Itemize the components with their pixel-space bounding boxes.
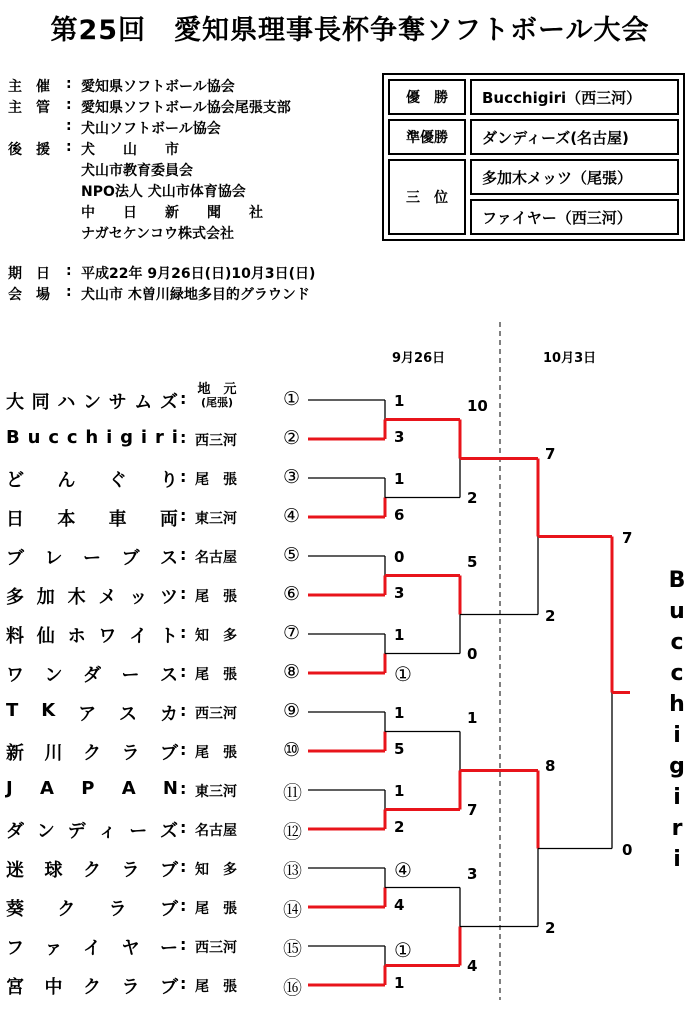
team-name-char: N: [162, 778, 178, 799]
support-value-5: ナガセケンコウ株式会社: [81, 226, 235, 242]
team-name: [6, 505, 178, 531]
team-colon: :: [180, 857, 187, 876]
team-colon: :: [180, 662, 187, 681]
team-region: 東三河: [195, 511, 237, 527]
match-score: 1: [394, 704, 405, 722]
manager-label: 主 管: [8, 100, 50, 116]
colon: :: [66, 118, 72, 134]
team-seed: ②: [283, 427, 301, 449]
team-name-char: ワ: [6, 665, 24, 686]
team-region: 尾 張: [195, 979, 237, 995]
champion-char: h: [669, 692, 685, 717]
team-name-char: A: [121, 778, 136, 799]
team-name-char: A: [39, 778, 54, 799]
match-score: 3: [467, 864, 478, 883]
team-seed: ⑫: [283, 821, 303, 843]
team-name-char: ム: [134, 392, 153, 413]
support-value-2: 犬山市教育委員会: [81, 163, 193, 179]
match-score: 1: [394, 974, 405, 992]
team-name-char: ズ: [159, 392, 178, 413]
team-name-char: 本: [57, 509, 76, 530]
match-score: 10: [467, 396, 488, 415]
team-region: 尾 張: [195, 472, 237, 488]
team-name-char: ン: [36, 821, 55, 842]
team-name-char: 新: [6, 743, 24, 764]
team-name-char: ブ: [160, 743, 178, 764]
team-name-char: ホ: [67, 626, 86, 647]
team-name-char: サ: [108, 392, 127, 413]
team-seed: ⑪: [283, 782, 303, 804]
team-colon: :: [180, 935, 187, 954]
team-name-char: ブ: [160, 860, 178, 881]
team-name-char: メ: [98, 587, 117, 608]
team-name-char: 宮: [6, 977, 24, 998]
team-region: 尾 張: [195, 901, 237, 917]
match-score: 3: [394, 428, 405, 446]
team-name-char: i: [140, 427, 148, 448]
champion-char: i: [673, 847, 681, 872]
team-name-char: ぐ: [108, 470, 127, 491]
match-score: 0: [622, 840, 633, 859]
team-name-char: u: [27, 427, 41, 448]
team-name-char: 迷: [6, 860, 24, 881]
team-name-char: ブ: [159, 899, 178, 920]
champion-name-vertical: [662, 565, 692, 875]
match-score: ①: [394, 938, 412, 962]
team-name-char: J: [6, 778, 13, 799]
team-name-char: ク: [83, 860, 101, 881]
team-name-char: 川: [44, 743, 63, 764]
match-score: ④: [394, 858, 412, 882]
team-region: 知 多: [195, 628, 237, 644]
organizer-value: 愛知県ソフトボール協会: [81, 79, 235, 95]
team-name-char: ラ: [121, 860, 140, 881]
team-name: [6, 544, 178, 570]
team-name-char: ス: [160, 548, 178, 569]
team-seed: ③: [283, 466, 301, 488]
match-score: 5: [467, 552, 478, 571]
team-name-char: i: [171, 427, 178, 448]
team-name-char: ヤ: [121, 938, 140, 959]
team-colon: :: [180, 428, 187, 447]
match-score: 0: [394, 548, 405, 566]
team-seed: ⑥: [283, 583, 301, 605]
team-region: 西三河: [195, 433, 237, 449]
team-name-char: 日: [6, 509, 24, 530]
team-name-char: c: [66, 427, 78, 448]
team-colon: :: [180, 779, 187, 798]
team-name-char: イ: [83, 938, 101, 959]
team-name-char: ス: [119, 704, 138, 725]
team-name: [6, 661, 178, 687]
team-name-char: c: [48, 427, 59, 448]
team-region-line: 地 元: [197, 382, 237, 397]
team-name-char: ズ: [159, 821, 178, 842]
date-value: 平成22年 9月26日(日)10月3日(日): [81, 266, 316, 282]
team-colon: :: [180, 584, 187, 603]
colon: :: [66, 284, 72, 300]
manager-value-2: 犬山ソフトボール協会: [81, 121, 221, 137]
match-score: 1: [467, 708, 478, 727]
team-name-char: ァ: [44, 938, 63, 959]
runner-up-label: 準優勝: [388, 119, 466, 155]
team-name: [6, 934, 178, 960]
team-name-char: 仙: [36, 626, 55, 647]
organizer-label: 主 催: [8, 79, 50, 95]
team-colon: :: [180, 623, 187, 642]
team-name-char: デ: [67, 821, 86, 842]
team-name-char: i: [106, 427, 113, 448]
page-title: 第25回 愛知県理事長杯争奪ソフトボール大会: [50, 15, 650, 46]
team-name-char: ン: [44, 665, 63, 686]
team-name-char: レ: [44, 548, 63, 569]
team-name-char: ブ: [6, 548, 24, 569]
team-seed: ④: [283, 505, 301, 527]
team-colon: :: [180, 740, 187, 759]
team-name-char: ブ: [121, 548, 140, 569]
team-name-char: ー: [160, 938, 178, 959]
team-name-char: ん: [57, 470, 76, 491]
team-name-char: 木: [67, 587, 86, 608]
champion-char: r: [671, 816, 683, 841]
match-score: 4: [467, 956, 478, 975]
team-name: [6, 583, 178, 609]
team-colon: :: [180, 701, 187, 720]
team-name: [6, 466, 178, 492]
team-name: [6, 778, 178, 799]
runner-up-value: ダンディーズ(名古屋): [470, 119, 679, 155]
team-region: 西三河: [195, 940, 237, 956]
team-seed: ⑯: [283, 977, 303, 999]
team-name-char: K: [41, 700, 56, 721]
team-name-char: 車: [108, 509, 127, 530]
team-name-char: 大: [6, 392, 24, 413]
team-region: 名古屋: [195, 550, 237, 566]
team-name-char: 加: [36, 587, 55, 608]
team-name-char: フ: [6, 938, 24, 959]
team-name-char: ダ: [6, 821, 24, 842]
team-name-char: ラ: [108, 899, 127, 920]
team-name-char: ど: [6, 470, 24, 491]
team-seed: ⑨: [283, 700, 301, 722]
team-name-char: 多: [6, 587, 24, 608]
team-region: 尾 張: [195, 667, 237, 683]
match-score: 2: [467, 488, 478, 507]
team-name-char: ッ: [129, 587, 148, 608]
champion-char: c: [670, 661, 684, 686]
team-name-char: イ: [129, 626, 148, 647]
match-score: 2: [394, 818, 405, 836]
team-region: 尾 張: [195, 589, 237, 605]
team-name-char: 葵: [6, 899, 24, 920]
team-colon: :: [180, 506, 187, 525]
team-colon: :: [180, 818, 187, 837]
team-name-char: ー: [121, 665, 140, 686]
team-seed: ⑭: [283, 899, 303, 921]
team-name-char: ワ: [98, 626, 117, 647]
team-colon: :: [180, 389, 187, 408]
champion-char: c: [670, 630, 684, 655]
team-region-line: (尾張): [200, 396, 234, 409]
team-name-char: ト: [159, 626, 178, 647]
team-seed: ⑤: [283, 544, 301, 566]
team-name-char: ブ: [160, 977, 178, 998]
support-value-4: 中 日 新 聞 社: [81, 205, 263, 221]
team-name-char: ツ: [159, 587, 178, 608]
team-name-char: ク: [83, 977, 101, 998]
team-region: [195, 383, 239, 409]
team-name-char: 料: [6, 626, 24, 647]
champion-char: i: [673, 785, 681, 810]
champion-char: u: [669, 599, 685, 624]
champion-char: B: [668, 568, 686, 593]
third-label: 三 位: [388, 159, 466, 235]
team-region: 西三河: [195, 706, 237, 722]
venue-label: 会 場: [8, 287, 50, 303]
team-name-char: r: [154, 427, 164, 448]
colon: :: [66, 139, 72, 155]
team-seed: ①: [283, 388, 301, 410]
team-name-char: 球: [44, 860, 63, 881]
third-value-1: 多加木メッツ（尾張）: [470, 159, 679, 195]
colon: :: [66, 97, 72, 113]
match-score: 5: [394, 740, 405, 758]
team-name: [6, 388, 178, 414]
match-score: 7: [545, 444, 556, 463]
team-name-char: T: [6, 700, 19, 721]
match-score: ①: [394, 662, 412, 686]
team-name-char: ィ: [98, 821, 117, 842]
team-name-char: g: [120, 427, 134, 448]
team-name-char: ラ: [121, 977, 140, 998]
team-name: [6, 895, 178, 921]
champion-label: 優 勝: [388, 79, 466, 115]
team-colon: :: [180, 545, 187, 564]
match-score: 3: [394, 584, 405, 602]
team-name-char: 両: [159, 509, 178, 530]
team-name-char: ー: [83, 548, 101, 569]
team-name-char: P: [81, 778, 95, 799]
champion-char: g: [669, 754, 685, 779]
team-name-char: B: [6, 427, 20, 448]
team-name: [6, 739, 178, 765]
team-name-char: ク: [83, 743, 101, 764]
day1-label: 9月26日: [392, 351, 446, 366]
colon: :: [66, 76, 72, 92]
match-score: 0: [467, 644, 478, 663]
date-label: 期 日: [8, 266, 50, 282]
team-name-char: h: [85, 427, 99, 448]
team-region: 名古屋: [195, 823, 237, 839]
team-name-char: ー: [129, 821, 148, 842]
match-score: 8: [545, 756, 556, 775]
match-score: 1: [394, 626, 405, 644]
support-value-1: 犬 山 市: [81, 142, 179, 158]
team-name: [6, 427, 178, 448]
team-name: [6, 817, 178, 843]
colon: :: [66, 263, 72, 279]
support-label: 後 援: [8, 142, 50, 158]
team-name-char: ス: [160, 665, 178, 686]
match-score: 6: [394, 506, 405, 524]
team-name-char: ア: [78, 704, 97, 725]
team-name-char: ラ: [121, 743, 140, 764]
team-name-char: 同: [31, 392, 50, 413]
team-colon: :: [180, 467, 187, 486]
team-colon: :: [180, 896, 187, 915]
match-score: 4: [394, 896, 405, 914]
team-name-char: ン: [82, 392, 101, 413]
match-score: 1: [394, 782, 405, 800]
team-seed: ⑩: [283, 739, 301, 761]
match-score: 2: [545, 918, 556, 937]
match-score: 1: [394, 392, 405, 410]
support-value-3: NPO法人 犬山市体育協会: [81, 184, 246, 200]
match-score: 7: [622, 528, 633, 547]
third-value-2: ファイヤー（西三河）: [470, 199, 679, 235]
match-score: 1: [394, 470, 405, 488]
team-name: [6, 856, 178, 882]
team-name: [6, 973, 178, 999]
team-name-char: カ: [159, 704, 178, 725]
team-name-char: 中: [44, 977, 63, 998]
match-score: 2: [545, 606, 556, 625]
team-seed: ⑬: [283, 860, 303, 882]
team-name-char: ダ: [83, 665, 101, 686]
team-region: 知 多: [195, 862, 237, 878]
team-name: [6, 622, 178, 648]
team-region: 東三河: [195, 784, 237, 800]
team-name: [6, 700, 178, 726]
champion-char: i: [673, 723, 681, 748]
day2-label: 10月3日: [543, 351, 597, 366]
team-name-char: り: [159, 470, 178, 491]
venue-value: 犬山市 木曽川緑地多目的グラウンド: [81, 287, 310, 303]
match-score: 7: [467, 800, 478, 819]
team-name-char: ク: [57, 899, 76, 920]
champion-value: Bucchigiri（西三河）: [470, 79, 679, 115]
team-seed: ⑮: [283, 938, 303, 960]
team-name-char: ハ: [57, 392, 76, 413]
team-colon: :: [180, 974, 187, 993]
team-seed: ⑦: [283, 622, 301, 644]
manager-value-1: 愛知県ソフトボール協会尾張支部: [81, 100, 291, 116]
team-region: 尾 張: [195, 745, 237, 761]
team-seed: ⑧: [283, 661, 301, 683]
